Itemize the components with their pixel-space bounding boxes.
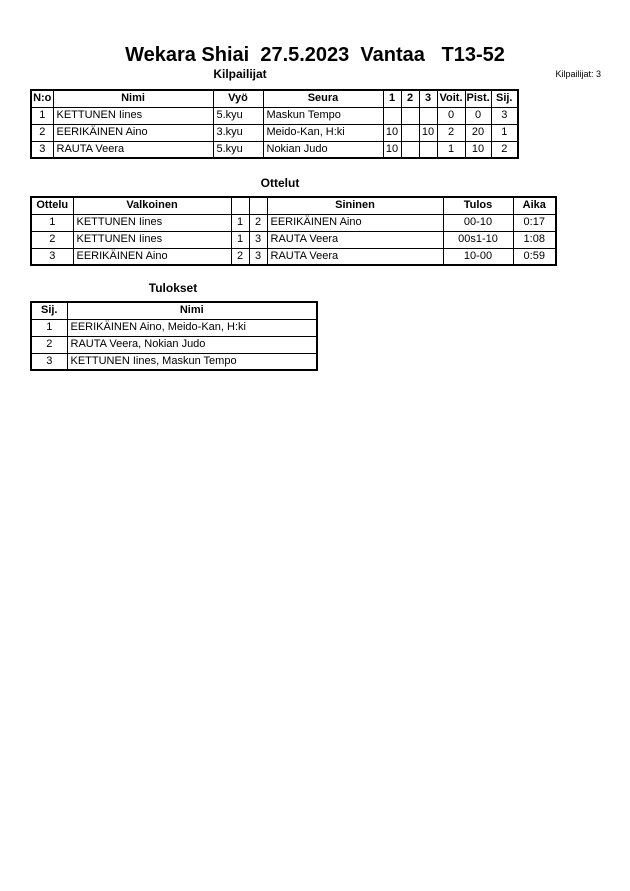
column-header-voit: Voit. xyxy=(437,90,465,107)
column-header-sij: Sij. xyxy=(31,302,67,319)
cell-sij: 2 xyxy=(31,336,67,353)
cell-sininen: RAUTA Veera xyxy=(267,231,443,248)
match-row xyxy=(31,214,556,231)
cell-sij: 3 xyxy=(491,107,518,124)
section-title-ottelut: Ottelut xyxy=(260,176,300,190)
cell-ottelu: 1 xyxy=(31,214,73,231)
cell-vyo: 3.kyu xyxy=(213,124,263,141)
cell-match1: 10 xyxy=(383,141,401,158)
column-header-match1: 1 xyxy=(383,90,401,107)
cell-white-no: 1 xyxy=(231,231,249,248)
match-row xyxy=(31,231,556,248)
cell-blue-no: 3 xyxy=(249,248,267,265)
cell-nimi: RAUTA Veera xyxy=(53,141,213,158)
cell-no: 3 xyxy=(31,141,53,158)
cell-match2 xyxy=(401,107,419,124)
cell-white-no: 1 xyxy=(231,214,249,231)
cell-nimi: RAUTA Veera, Nokian Judo xyxy=(67,336,317,353)
cell-no: 1 xyxy=(31,107,53,124)
cell-voit: 1 xyxy=(437,141,465,158)
cell-nimi: EERIKÄINEN Aino, Meido-Kan, H:ki xyxy=(67,319,317,336)
column-header-valkoinen: Valkoinen xyxy=(73,197,231,214)
section-title-kilpailijat: Kilpailijat xyxy=(213,67,267,81)
cell-no: 2 xyxy=(31,124,53,141)
cell-pist: 20 xyxy=(465,124,491,141)
column-header-match3: 3 xyxy=(419,90,437,107)
column-header-match2: 2 xyxy=(401,90,419,107)
cell-nimi: KETTUNEN Iines xyxy=(53,107,213,124)
competitors-header-row xyxy=(31,90,518,107)
cell-pist: 10 xyxy=(465,141,491,158)
cell-match1: 10 xyxy=(383,124,401,141)
competitor-row xyxy=(31,107,518,124)
cell-pist: 0 xyxy=(465,107,491,124)
cell-match3 xyxy=(419,107,437,124)
result-row xyxy=(31,353,317,370)
cell-tulos: 00s1-10 xyxy=(443,231,513,248)
column-header-sij: Sij. xyxy=(491,90,518,107)
cell-voit: 2 xyxy=(437,124,465,141)
cell-valkoinen: KETTUNEN Iines xyxy=(73,231,231,248)
column-header-white-no xyxy=(231,197,249,214)
cell-valkoinen: EERIKÄINEN Aino xyxy=(73,248,231,265)
column-header-no: N:o xyxy=(31,90,53,107)
results-header-row xyxy=(31,302,317,319)
cell-seura: Meido-Kan, H:ki xyxy=(263,124,383,141)
cell-tulos: 00-10 xyxy=(443,214,513,231)
cell-aika: 1:08 xyxy=(513,231,556,248)
cell-valkoinen: KETTUNEN Iines xyxy=(73,214,231,231)
cell-aika: 0:17 xyxy=(513,214,556,231)
cell-sij: 1 xyxy=(491,124,518,141)
cell-sininen: EERIKÄINEN Aino xyxy=(267,214,443,231)
column-header-pist: Pist. xyxy=(465,90,491,107)
competitor-row xyxy=(31,141,518,158)
cell-sij: 3 xyxy=(31,353,67,370)
competitors-table xyxy=(30,89,519,159)
cell-ottelu: 3 xyxy=(31,248,73,265)
column-header-blue-no xyxy=(249,197,267,214)
cell-nimi: KETTUNEN Iines, Maskun Tempo xyxy=(67,353,317,370)
competitors-count-label: Kilpailijat: 3 xyxy=(555,69,601,79)
cell-vyo: 5.kyu xyxy=(213,141,263,158)
section-title-tulokset: Tulokset xyxy=(148,281,198,295)
column-header-aika: Aika xyxy=(513,197,556,214)
column-header-nimi: Nimi xyxy=(67,302,317,319)
column-header-tulos: Tulos xyxy=(443,197,513,214)
column-header-nimi: Nimi xyxy=(53,90,213,107)
cell-blue-no: 3 xyxy=(249,231,267,248)
matches-table xyxy=(30,196,557,266)
cell-aika: 0:59 xyxy=(513,248,556,265)
column-header-sininen: Sininen xyxy=(267,197,443,214)
cell-match2 xyxy=(401,141,419,158)
cell-sij: 2 xyxy=(491,141,518,158)
cell-sij: 1 xyxy=(31,319,67,336)
competitor-row xyxy=(31,124,518,141)
cell-sininen: RAUTA Veera xyxy=(267,248,443,265)
cell-voit: 0 xyxy=(437,107,465,124)
match-row xyxy=(31,248,556,265)
cell-seura: Nokian Judo xyxy=(263,141,383,158)
column-header-seura: Seura xyxy=(263,90,383,107)
cell-vyo: 5.kyu xyxy=(213,107,263,124)
cell-nimi: EERIKÄINEN Aino xyxy=(53,124,213,141)
page-title: Wekara Shiai 27.5.2023 Vantaa T13-52 xyxy=(125,44,505,66)
cell-blue-no: 2 xyxy=(249,214,267,231)
cell-match3: 10 xyxy=(419,124,437,141)
cell-match3 xyxy=(419,141,437,158)
result-row xyxy=(31,319,317,336)
column-header-vyo: Vyö xyxy=(213,90,263,107)
cell-match2 xyxy=(401,124,419,141)
cell-white-no: 2 xyxy=(231,248,249,265)
cell-match1 xyxy=(383,107,401,124)
column-header-ottelu: Ottelu xyxy=(31,197,73,214)
cell-ottelu: 2 xyxy=(31,231,73,248)
cell-seura: Maskun Tempo xyxy=(263,107,383,124)
result-row xyxy=(31,336,317,353)
cell-tulos: 10-00 xyxy=(443,248,513,265)
matches-header-row xyxy=(31,197,556,214)
results-table xyxy=(30,301,318,371)
